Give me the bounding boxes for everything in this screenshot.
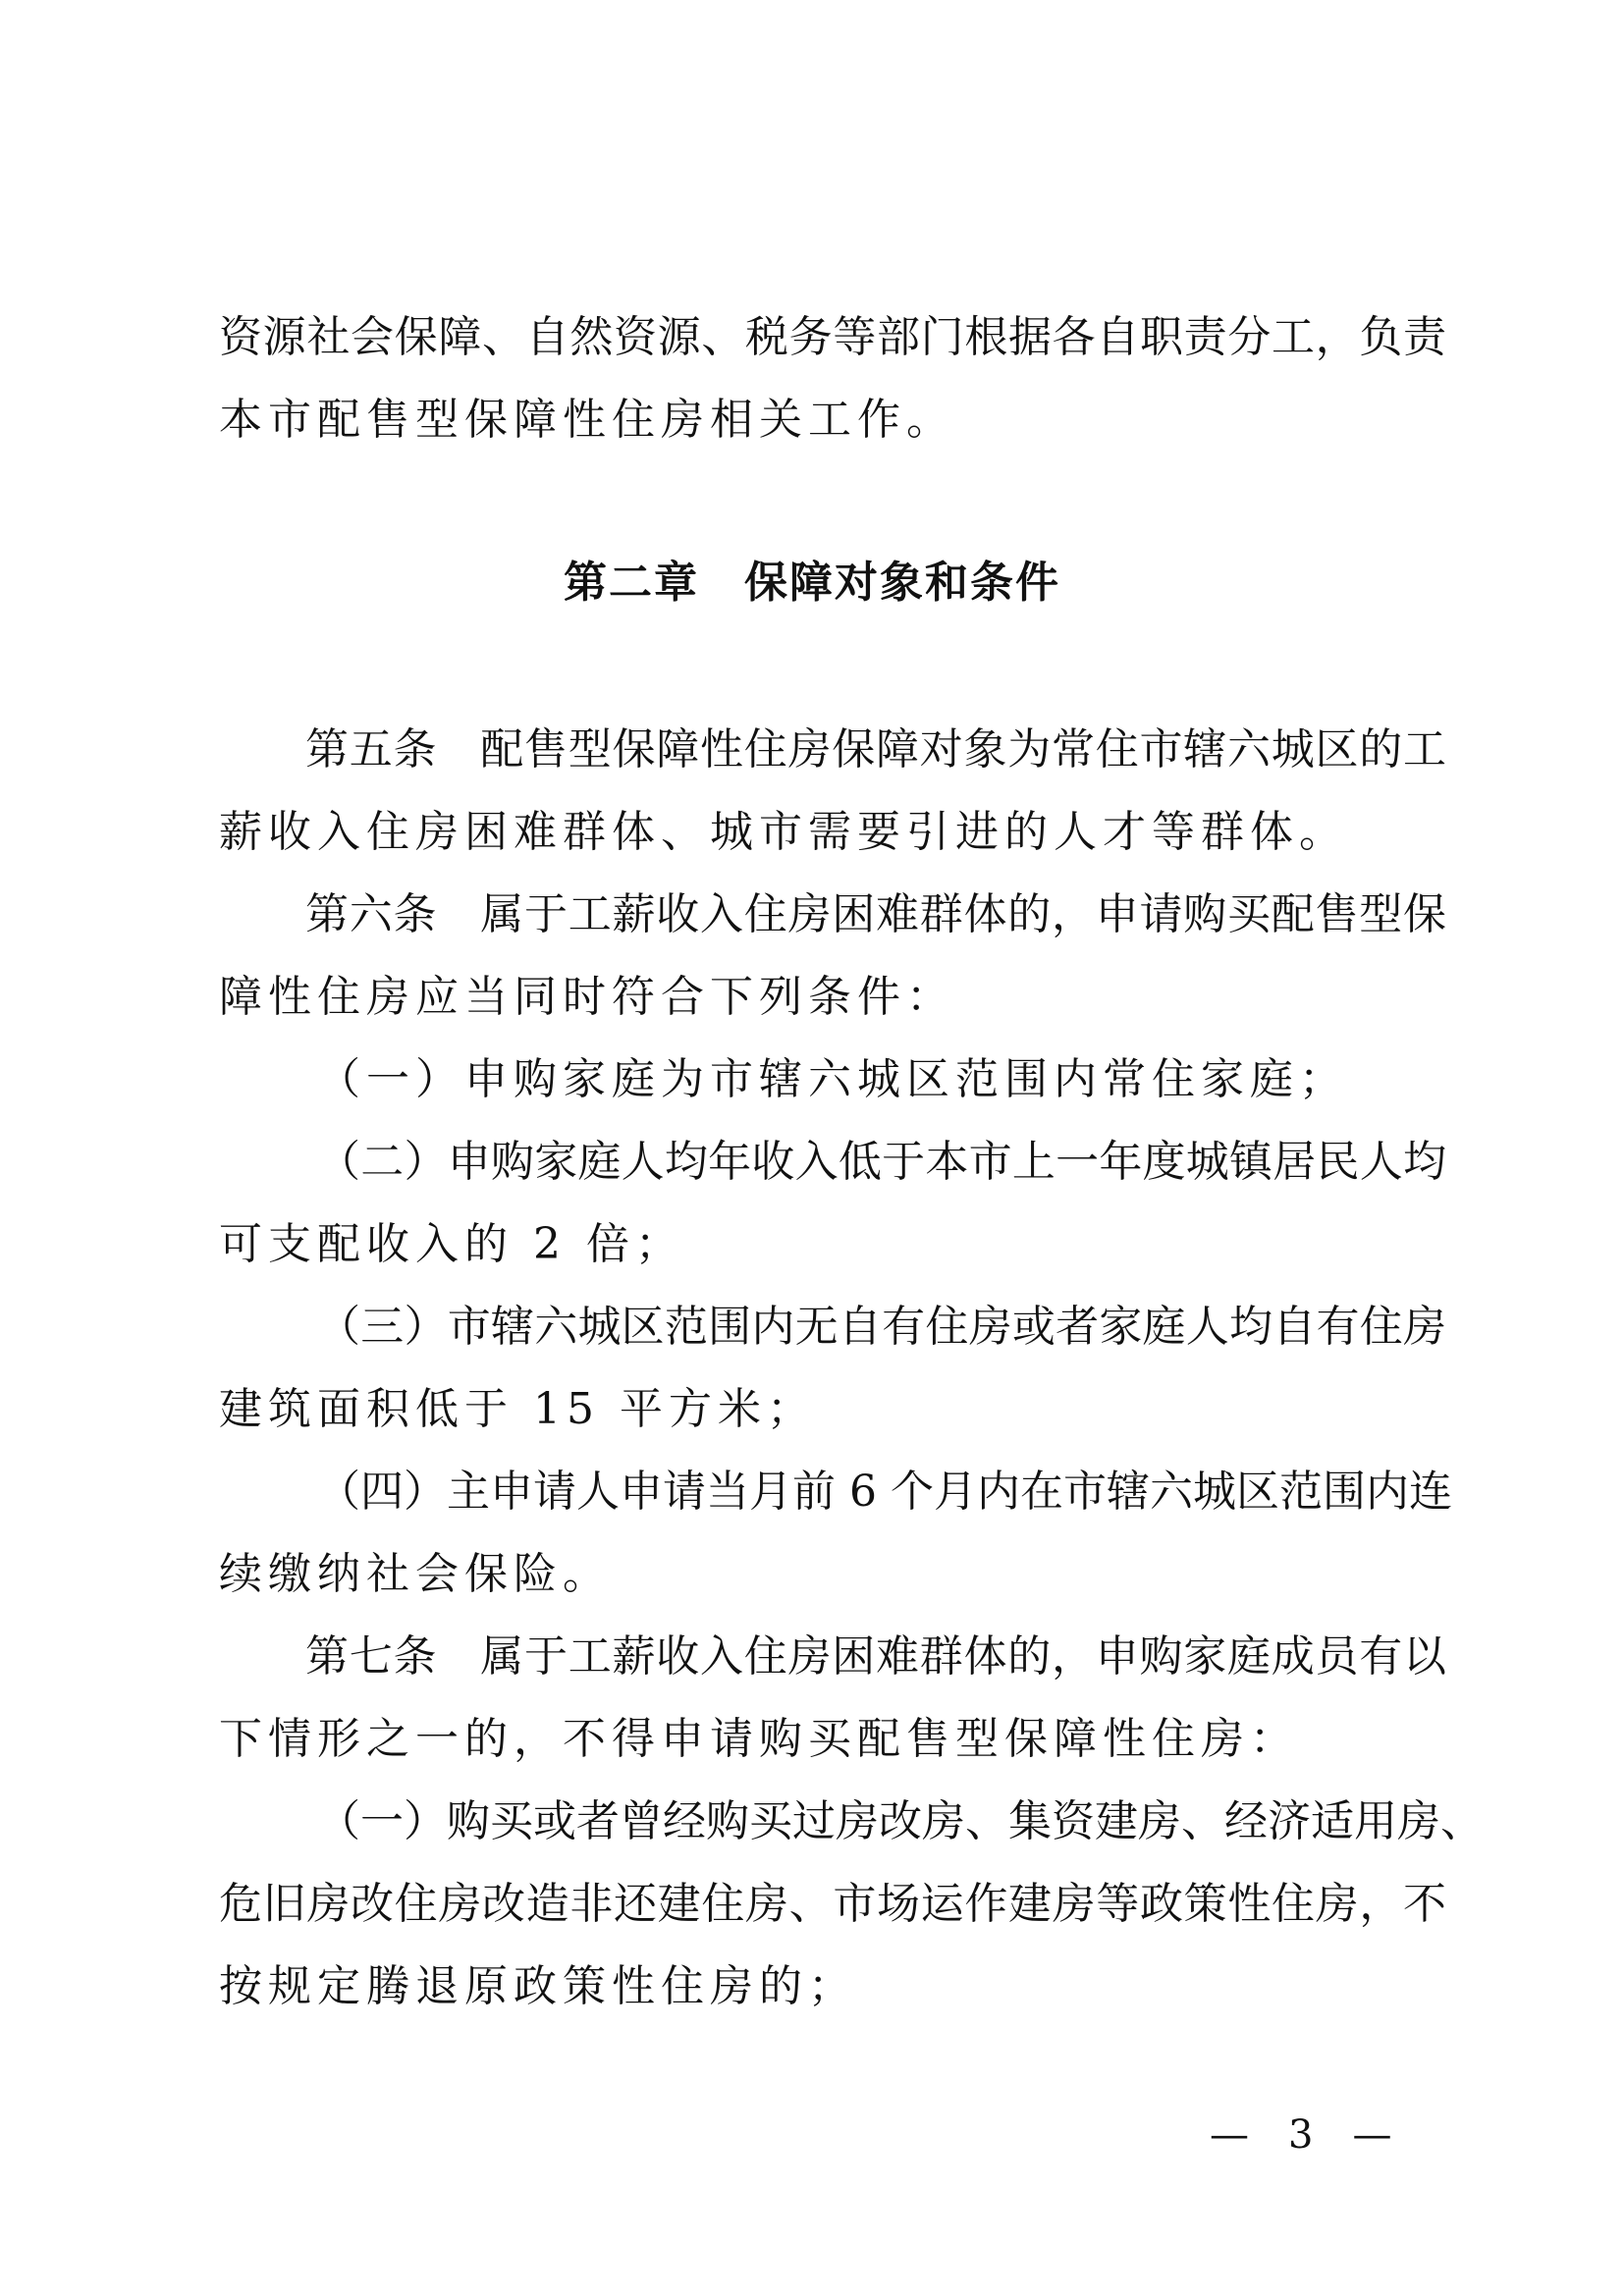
article-6-item-4-line-2: 续缴纳社会保险。 bbox=[219, 1549, 612, 1599]
article-7-line-2: 下情形之一的，不得申请购买配售型保障性住房： bbox=[219, 1714, 1299, 1764]
text-line-2: 本市配售型保障性住房相关工作。 bbox=[219, 395, 955, 445]
article-7-item-1-line-2: 危旧房改住房改造非还建住房、市场运作建房等政策性住房，不 bbox=[219, 1879, 1446, 1929]
article-7-text-1: 属于工薪收入住房困难群体的，申购家庭成员有以 bbox=[480, 1631, 1446, 1682]
article-7-item-1-line-1: （一）购买或者曾经购买过房改房、集资建房、经济适用房、 bbox=[317, 1796, 1484, 1846]
article-6-item-1: （一）申购家庭为市辖六城区范围内常住家庭； bbox=[317, 1054, 1348, 1104]
article-6-number: 第六条 bbox=[305, 889, 438, 939]
article-6-line-1 bbox=[219, 887, 1446, 942]
text-line-1: 资源社会保障、自然资源、税务等部门根据各自职责分工，负责 bbox=[219, 312, 1446, 362]
article-6-item-2-line-1: （二）申购家庭人均年收入低于本市上一年度城镇居民人均 bbox=[317, 1137, 1446, 1187]
article-7-number: 第七条 bbox=[305, 1631, 438, 1682]
article-7-line-1 bbox=[219, 1629, 1446, 1684]
article-7-item-1-line-3: 按规定腾退原政策性住房的； bbox=[219, 1961, 857, 2011]
article-6-line-2: 障性住房应当同时符合下列条件： bbox=[219, 972, 955, 1022]
article-5-text-1: 配售型保障性住房保障对象为常住市辖六城区的工 bbox=[480, 724, 1446, 774]
page-number: — 3 — bbox=[1210, 2112, 1392, 2158]
article-5-number: 第五条 bbox=[305, 724, 438, 774]
article-6-text-1: 属于工薪收入住房困难群体的，申请购买配售型保 bbox=[480, 889, 1446, 939]
article-6-item-4-line-1: （四）主申请人申请当月前 6 个月内在市辖六城区范围内连 bbox=[317, 1467, 1452, 1517]
article-6-item-3-line-1: （三）市辖六城区范围内无自有住房或者家庭人均自有住房 bbox=[317, 1302, 1446, 1352]
article-6-item-2-line-2: 可支配收入的 2 倍； bbox=[219, 1219, 684, 1269]
article-6-item-3-line-2: 建筑面积低于 15 平方米； bbox=[219, 1384, 816, 1434]
article-5-line-2: 薪收入住房困难群体、城市需要引进的人才等群体。 bbox=[219, 807, 1348, 857]
article-5-line-1 bbox=[219, 722, 1446, 777]
chapter-heading: 第二章 保障对象和条件 bbox=[564, 558, 1060, 608]
